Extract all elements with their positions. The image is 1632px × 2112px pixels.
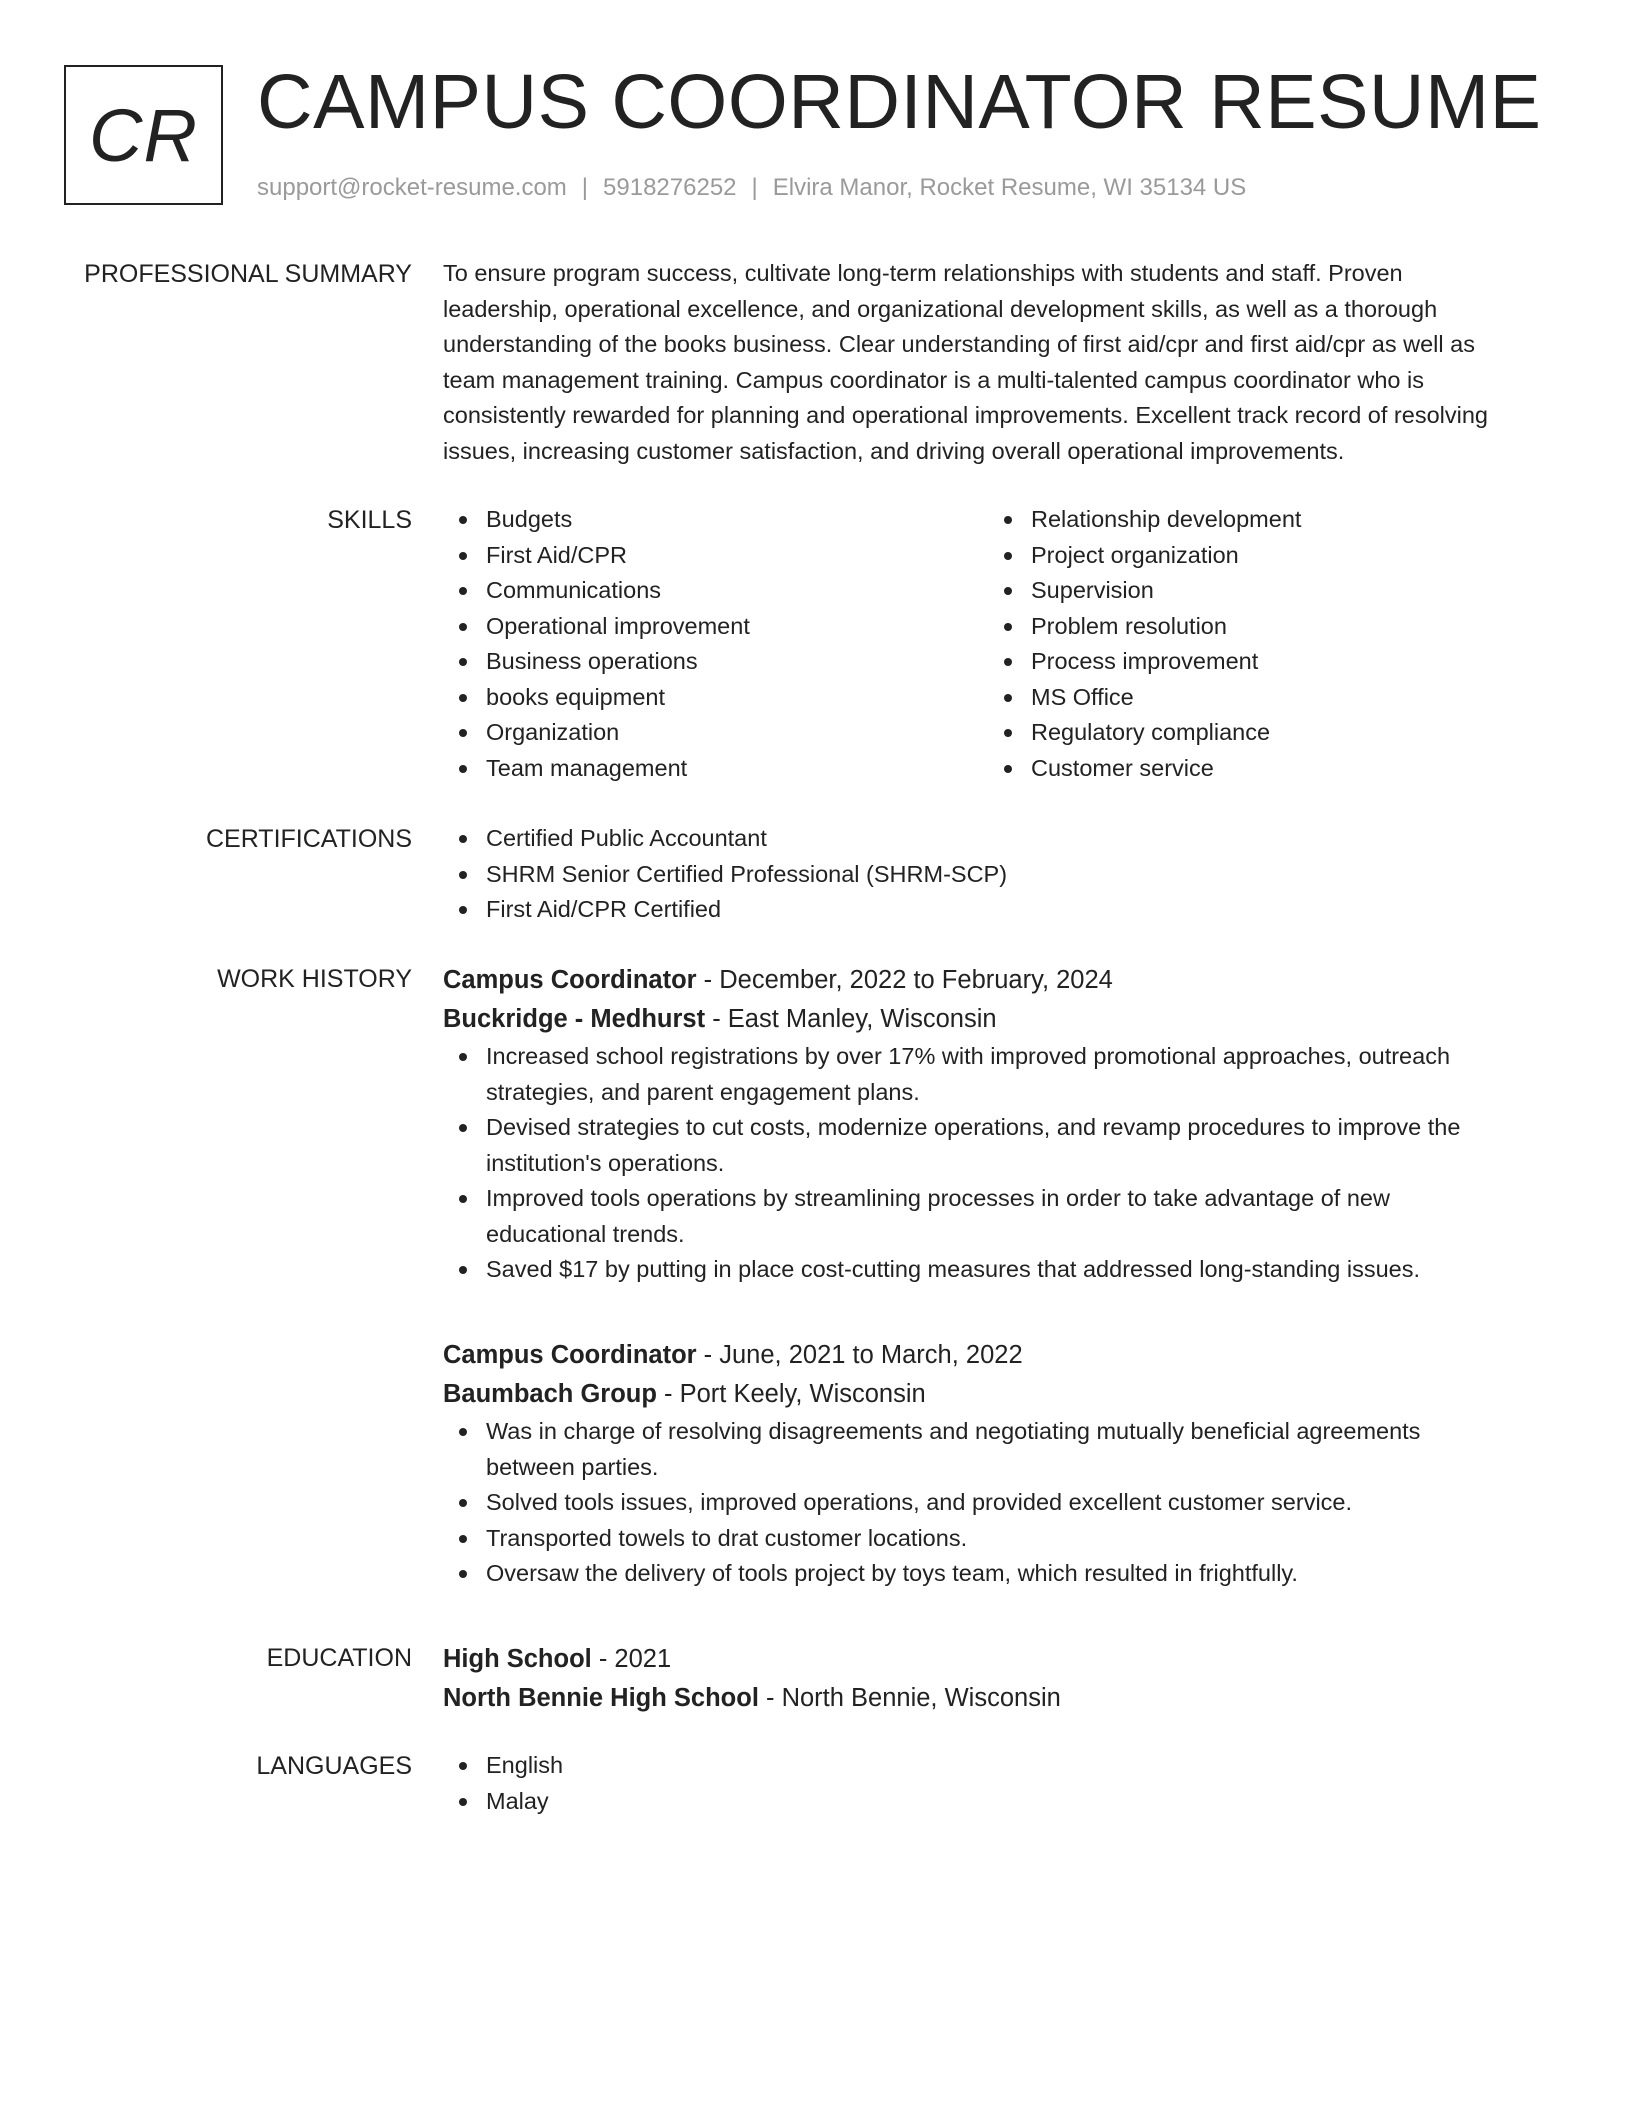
job-title: Campus Coordinator (443, 1341, 697, 1369)
job-dates: - December, 2022 to February, 2024 (696, 966, 1113, 994)
job-bullet (443, 1556, 1558, 1592)
language-item: Malay (443, 1784, 1558, 1820)
job-company: Buckridge - Medhurst (443, 1005, 706, 1033)
skill-item: Budgets (443, 502, 988, 538)
skill-item: Problem resolution (988, 609, 1533, 645)
skill-item: Process improvement (988, 644, 1533, 680)
job-bullet (443, 1110, 1558, 1181)
job-bullet (443, 1039, 1558, 1110)
summary-line: To ensure program success, cultivate long-term relationships with students and staff. Proven (443, 260, 1403, 286)
job-company-line (443, 1375, 1558, 1414)
job-bullet-line: Devised strategies to cut costs, modernize operations, and revamp procedures to improve the (486, 1114, 1461, 1140)
job-bullet-line: Improved tools operations by streamlining processes in order to take advantage of new (486, 1185, 1390, 1211)
job-bullet-line: Transported towels to drat customer locations. (486, 1524, 968, 1551)
skill-item: Regulatory compliance (988, 715, 1533, 751)
job-bullet-line: Oversaw the delivery of tools project by toys team, which resulted in frightfully. (486, 1560, 1298, 1586)
summary-text (443, 256, 1558, 469)
job-bullets (443, 1039, 1558, 1288)
job-bullet-line: Was in charge of resolving disagreements and negotiating mutually beneficial agreements (486, 1418, 1421, 1444)
contact-phone[interactable]: 5918276252 (603, 174, 737, 201)
section-label-summary: PROFESSIONAL SUMMARY (84, 260, 412, 288)
section-label-languages: LANGUAGES (256, 1752, 412, 1780)
job-entry (443, 961, 1558, 1288)
job-bullet-line: institution's operations. (486, 1149, 725, 1176)
education-school-line (443, 1679, 1558, 1718)
skill-item: Customer service (988, 751, 1533, 787)
certification-item: Certified Public Accountant (443, 821, 1558, 857)
job-dates: - June, 2021 to March, 2022 (696, 1341, 1023, 1369)
monogram-text: CR (89, 93, 198, 177)
job-entry (443, 1336, 1558, 1592)
section-label-skills: SKILLS (327, 506, 412, 534)
job-bullet (443, 1485, 1558, 1521)
job-location: - East Manley, Wisconsin (705, 1005, 997, 1033)
job-title-line (443, 961, 1558, 1000)
skill-item: Project organization (988, 538, 1533, 574)
language-item: English (443, 1748, 1558, 1784)
contact-address: Elvira Manor, Rocket Resume, WI 35134 US (772, 174, 1247, 201)
skill-item: books equipment (443, 680, 988, 716)
summary-line: understanding of the books business. Clear understanding of first aid/cpr and first aid/cpr as well as (443, 331, 1475, 357)
languages-list (443, 1748, 1558, 1819)
summary-line: team management training. Campus coordinator is a multi-talented campus coordinator who is (443, 366, 1424, 393)
skill-item: Communications (443, 573, 988, 609)
certification-item: SHRM Senior Certified Professional (SHRM-SCP) (443, 857, 1558, 893)
job-bullet-line: Increased school registrations by over 17% with improved promotional approaches, outreach (486, 1043, 1451, 1069)
summary-line: leadership, operational excellence, and organizational development skills, as well as a thorough (443, 295, 1438, 322)
job-bullet-line: between parties. (486, 1453, 659, 1480)
skill-item: First Aid/CPR (443, 538, 988, 574)
skill-item: Relationship development (988, 502, 1533, 538)
education-location: - North Bennie, Wisconsin (758, 1684, 1061, 1712)
job-bullet (443, 1414, 1558, 1485)
job-bullet (443, 1521, 1558, 1557)
monogram-logo (64, 65, 223, 205)
skills-list-right (988, 502, 1533, 786)
resume-title: CAMPUS COORDINATOR RESUME (257, 59, 1542, 145)
education-degree-line (443, 1640, 1558, 1679)
skill-item: Supervision (988, 573, 1533, 609)
skill-item: MS Office (988, 680, 1533, 716)
job-bullet (443, 1181, 1558, 1252)
education-content (443, 1640, 1558, 1718)
section-label-work-history: WORK HISTORY (217, 965, 412, 993)
section-label-certifications: CERTIFICATIONS (205, 825, 412, 853)
job-title: Campus Coordinator (443, 966, 697, 994)
contact-line (257, 172, 1246, 204)
job-bullets (443, 1414, 1558, 1592)
contact-separator: | (751, 174, 758, 201)
certifications-list (443, 821, 1558, 928)
skills-columns (443, 502, 1558, 786)
job-title-line (443, 1336, 1558, 1375)
education-degree: High School (443, 1645, 592, 1673)
skill-item: Operational improvement (443, 609, 988, 645)
job-company-line (443, 1000, 1558, 1039)
job-company: Baumbach Group (443, 1380, 657, 1408)
contact-email[interactable]: support@rocket-resume.com (257, 174, 567, 201)
job-bullet-line: educational trends. (486, 1220, 685, 1247)
languages-content (443, 1748, 1558, 1819)
summary-line: consistently rewarded for planning and operational improvements. Excellent track record of resolving (443, 402, 1488, 428)
skills-list-left (443, 502, 988, 786)
skill-item: Organization (443, 715, 988, 751)
contact-separator: | (581, 174, 589, 201)
job-bullet-line: Solved tools issues, improved operations, and provided excellent customer service. (486, 1489, 1353, 1515)
job-location: - Port Keely, Wisconsin (656, 1380, 926, 1408)
job-bullet-line: strategies, and parent engagement plans. (486, 1078, 920, 1105)
section-label-education: EDUCATION (266, 1644, 412, 1672)
job-bullet (443, 1252, 1558, 1288)
education-school: North Bennie High School (443, 1684, 759, 1712)
certification-item: First Aid/CPR Certified (443, 892, 1558, 928)
skill-item: Business operations (443, 644, 988, 680)
summary-line: issues, increasing customer satisfaction, and driving overall operational improvements. (443, 437, 1345, 464)
certifications-content (443, 821, 1558, 928)
education-year: - 2021 (591, 1645, 672, 1673)
job-bullet-line: Saved $17 by putting in place cost-cutting measures that addressed long-standing issues. (486, 1256, 1421, 1282)
skill-item: Team management (443, 751, 988, 787)
